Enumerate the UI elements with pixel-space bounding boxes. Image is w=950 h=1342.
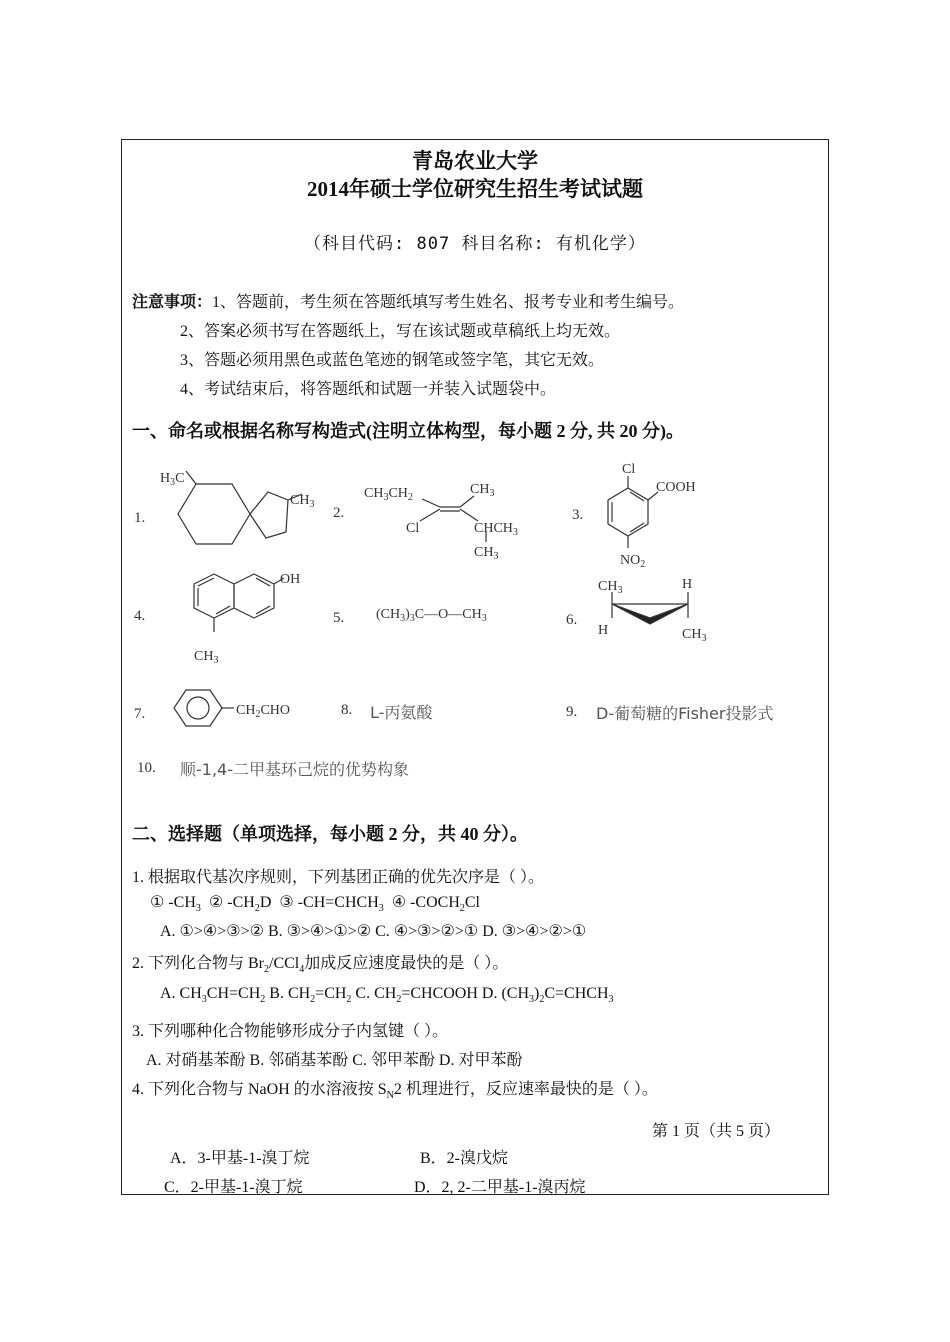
q2-3-options: A. 对硝基苯酚 B. 邻硝基苯酚 C. 邻甲苯酚 D. 对甲苯酚 — [146, 1052, 523, 1069]
exam-title: 2014年硕士学位研究生招生考试试题 — [307, 177, 643, 201]
section1-heading: 一、命名或根据名称写构造式(注明立体构型，每小题 2 分, 共 20 分)。 — [132, 421, 684, 441]
q2-4-stem: 4. 下列化合物与 NaOH 的水溶液按 $S_N2$ 机理进行，反应速率最快的是（ ）。 — [132, 1081, 658, 1102]
q2-1-stem: 1. 根据取代基次序规则，下列基团正确的优先次序是（ ）。 — [132, 869, 545, 886]
q2-3-stem: 3. 下列哪种化合物能够形成分子内氢键（ ）。 — [132, 1023, 449, 1040]
svg-text:NO2: $NO_2$ — [620, 553, 646, 570]
q2-2-options: A. $CH_3CH=CH_2$ B. $CH_2=CH_2$ C. $CH_2=CHCOOH$ D. $(CH_3)_2C=CHCH_3$ — [160, 985, 614, 1006]
svg-text:(CH3)3C—O—CH3: $(CH_3)_3C—O—CH_3$ — [376, 607, 487, 624]
q2-4-option-b: B．2-溴戊烷 — [420, 1150, 509, 1167]
structure-6-cyclopropane — [594, 572, 724, 652]
q7-number: 7. — [134, 706, 146, 722]
q3-number: 3. — [572, 507, 584, 523]
q6-number: 6. — [566, 612, 578, 628]
q10-text: 顺-1,4-二甲基环己烷的优势构象 — [180, 760, 409, 779]
q4-number: 4. — [134, 608, 146, 624]
q8-number: 8. — [341, 702, 353, 718]
structure-7-phenylacetaldehyde — [160, 684, 320, 734]
svg-text:COOH: COOH — [656, 480, 696, 495]
svg-text:CH2CHO: $CH_2CHO$ — [236, 703, 291, 720]
q9-text: D-葡萄糖的Fisher投影式 — [596, 704, 774, 723]
q2-number: 2. — [333, 505, 345, 521]
structure-5-ether — [374, 598, 534, 628]
svg-text:H: H — [598, 623, 609, 638]
subject-line: （科目代码: 807 科目名称: 有机化学） — [304, 234, 646, 254]
q2-1-options: A. ①>④>③>② B. ③>④>①>② C. ④>③>②>① D. ③>④>②>① — [160, 923, 587, 940]
notes-label: 注意事项： — [132, 294, 213, 311]
svg-text:CH3: $CH_3$ — [474, 545, 499, 562]
q2-4-option-a: A．3-甲基-1-溴丁烷 — [170, 1150, 310, 1167]
q2-4-option-d: D．2, 2-二甲基-1-溴丙烷 — [414, 1179, 586, 1196]
notes-line-1: 注意事项：1、答题前，考生须在答题纸填写考生姓名、报考专业和考生编号。 — [132, 294, 685, 311]
svg-text:Cl: Cl — [622, 462, 636, 477]
section2-heading: 二、选择题（单项选择，每小题 2 分，共 40 分）。 — [132, 824, 528, 844]
university-title: 青岛农业大学 — [412, 149, 538, 173]
page-number: 第 1 页（共 5 页） — [652, 1123, 781, 1140]
svg-text:H: H — [682, 577, 693, 592]
svg-text:CH3: $CH_3$ — [682, 627, 707, 644]
q5-number: 5. — [333, 610, 345, 626]
structure-2-alkene — [362, 476, 542, 566]
notes-line-4: 4、考试结束后，将答题纸和试题一并装入试题袋中。 — [180, 381, 557, 398]
notes-line-2: 2、答案必须书写在答题纸上，写在该试题或草稿纸上均无效。 — [180, 323, 621, 340]
svg-text:CH3CH2: $CH_3CH_2$ — [364, 486, 413, 503]
q2-2-stem: 2. 下列化合物与 $Br_2/CCl_4$加成反应速度最快的是（ ）。 — [132, 955, 509, 976]
structure-3-benzoic-acid — [592, 456, 722, 572]
svg-text:CH3: $CH_3$ — [598, 579, 623, 596]
svg-text:CH3: $CH_3$ — [470, 482, 495, 499]
structure-4-naphthol — [166, 566, 316, 670]
svg-text:H3C: $H_3C$ — [160, 471, 185, 488]
structure-1-spiro — [150, 462, 330, 552]
q9-number: 9. — [566, 704, 578, 720]
svg-text:Cl: Cl — [406, 521, 420, 536]
q8-text: L-丙氨酸 — [370, 703, 433, 722]
q2-4-option-c: C．2-甲基-1-溴丁烷 — [164, 1179, 303, 1196]
q1-number: 1. — [134, 510, 146, 526]
svg-text:CH3: $CH_3$ — [194, 649, 219, 666]
q2-1-groups: ① $-CH_3$ ② $-CH_2D$ ③ $-CH=CHCH_3$ ④ $-COCH_2Cl$ — [150, 894, 480, 915]
svg-text:CH3: $CH_3$ — [290, 493, 315, 510]
svg-text:CHCH3: $CHCH_3$ — [474, 521, 518, 538]
notes-line-3: 3、答题必须用黑色或蓝色笔迹的钢笔或签字笔，其它无效。 — [180, 352, 605, 369]
svg-text:OH: OH — [280, 572, 301, 587]
q10-number: 10. — [137, 760, 156, 776]
